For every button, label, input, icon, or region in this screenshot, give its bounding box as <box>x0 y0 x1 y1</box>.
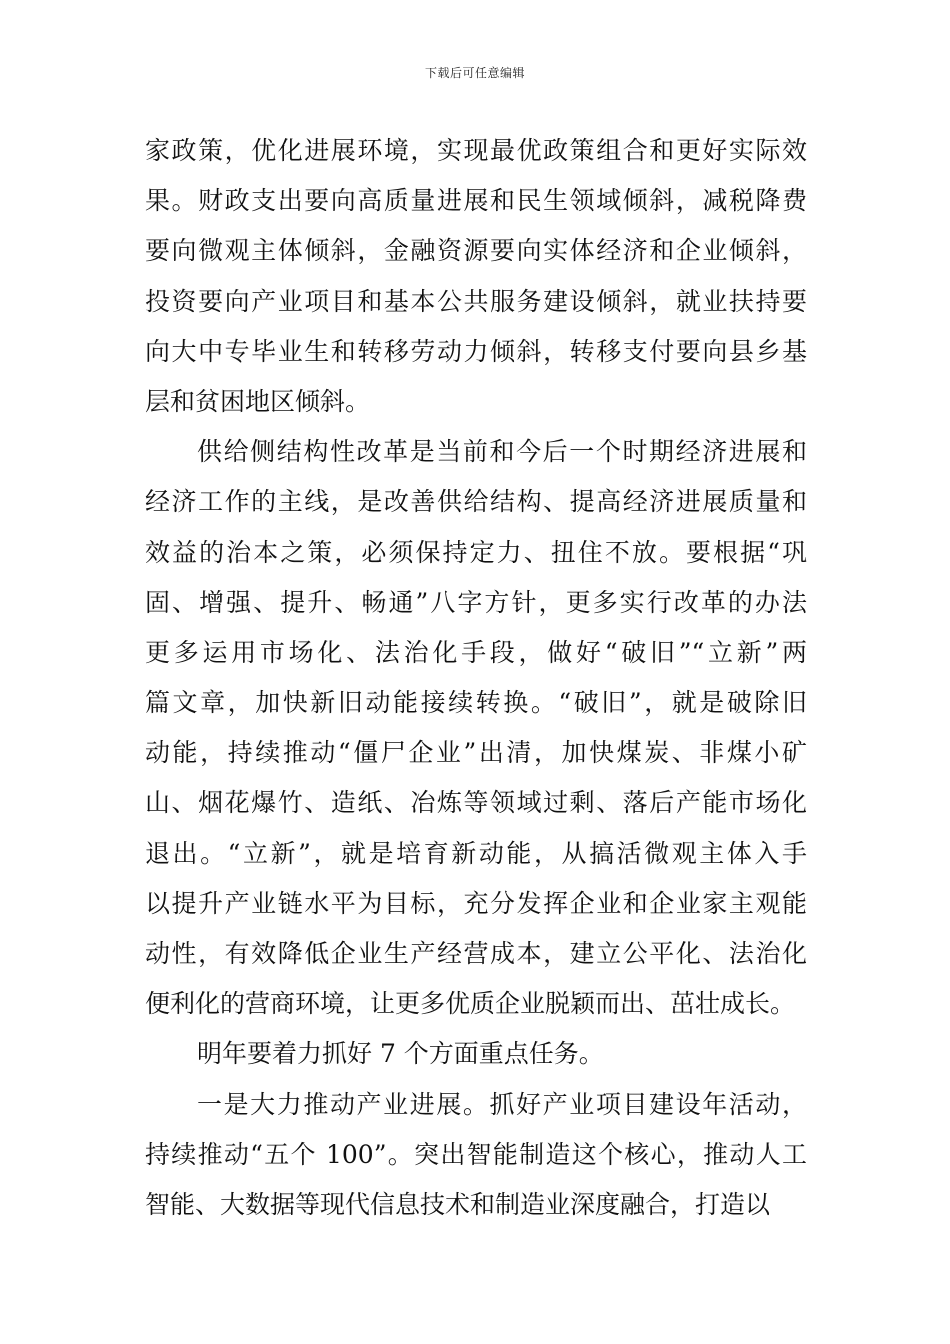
text-line: 一是大力推动产业进展。抓好产业项目建设年活动， <box>197 1089 807 1119</box>
text-line: 效益的治本之策，必须保持定力、扭住不放。要根据“巩 <box>145 537 807 567</box>
paragraph <box>145 126 807 427</box>
text-line: 明年要着力抓好 7 个方面重点任务。 <box>197 1039 604 1069</box>
text-line: 投资要向产业项目和基本公共服务建设倾斜，就业扶持要 <box>145 286 807 316</box>
text-line: 要向微观主体倾斜，金融资源要向实体经济和企业倾斜， <box>145 236 807 266</box>
text-line: 退出。“立新”，就是培育新动能，从搞活微观主体入手 <box>145 838 807 868</box>
paragraph <box>145 1029 807 1079</box>
text-line: 供给侧结构性改革是当前和今后一个时期经济进展和 <box>197 437 807 467</box>
text-line: 便利化的营商环境，让更多优质企业脱颖而出、茁壮成长。 <box>145 989 796 1019</box>
text-line: 向大中专毕业生和转移劳动力倾斜，转移支付要向县乡基 <box>145 336 807 366</box>
text-line: 果。财政支出要向高质量进展和民生领域倾斜，减税降费 <box>145 186 807 216</box>
text-line: 动性，有效降低企业生产经营成本，建立公平化、法治化 <box>145 939 807 968</box>
page-header: 下载后可任意编辑 <box>424 66 525 80</box>
text-line: 动能，持续推动“僵尸企业”出清，加快煤炭、非煤小矿 <box>145 738 807 768</box>
text-line: 篇文章，加快新旧动能接续转换。“破旧”，就是破除旧 <box>145 688 807 718</box>
text-line: 层和贫困地区倾斜。 <box>145 386 371 416</box>
text-line: 家政策，优化进展环境，实现最优政策组合和更好实际效 <box>145 136 807 165</box>
paragraph <box>145 427 807 1029</box>
text-line: 更多运用市场化、法治化手段，做好“破旧”“立新”两 <box>145 637 807 667</box>
paragraph <box>145 1080 807 1231</box>
document-body <box>145 126 807 1230</box>
text-line: 经济工作的主线，是改善供给结构、提高经济进展质量和 <box>145 487 807 517</box>
text-line: 智能、大数据等现代信息技术和制造业深度融合，打造以 <box>145 1189 771 1219</box>
text-line: 以提升产业链水平为目标，充分发挥企业和企业家主观能 <box>145 888 807 918</box>
text-line: 固、增强、提升、畅通”八字方针，更多实行改革的办法 <box>145 587 807 617</box>
text-line: 山、烟花爆竹、造纸、冶炼等领域过剩、落后产能市场化 <box>145 788 807 818</box>
text-line: 持续推动“五个 100”。突出智能制造这个核心，推动人工 <box>145 1139 807 1169</box>
